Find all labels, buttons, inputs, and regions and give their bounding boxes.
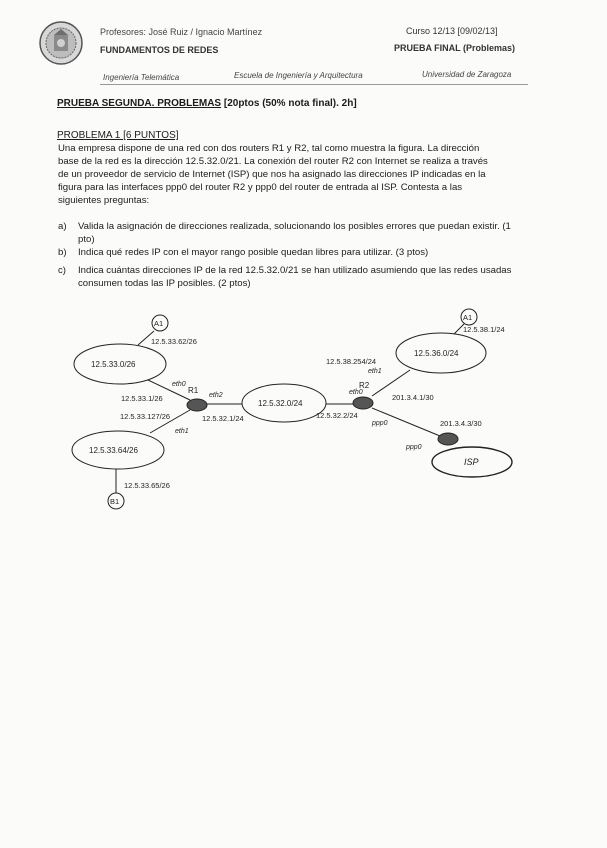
router-r1-icon xyxy=(187,399,207,411)
isp-ppp0-ip: 201.3.4.3/30 xyxy=(440,419,482,428)
question-c xyxy=(58,264,524,290)
host-b1-label: B1 xyxy=(110,497,120,506)
r2-eth0: eth0 xyxy=(349,389,363,396)
problem-statement xyxy=(58,142,524,207)
question-label: c) xyxy=(58,265,66,276)
question-label: b) xyxy=(58,247,67,258)
university-name: Universidad de Zaragoza xyxy=(422,70,512,79)
r1-eth0: eth0 xyxy=(172,381,186,388)
school-name: Escuela de Ingeniería y Arquitectura xyxy=(234,71,363,80)
r2-ppp0: ppp0 xyxy=(372,420,388,427)
statement-line: de un proveedor de servicio de Internet (ISP) que nos ha asignado las direcciones IP indicadas en la xyxy=(58,169,486,180)
question-label: a) xyxy=(58,221,67,232)
host-a1-ip: 12.5.33.62/26 xyxy=(151,337,197,346)
host-a1-label: A1 xyxy=(154,319,164,328)
r1-eth1-ip: 12.5.33.127/26 xyxy=(120,412,171,421)
problem-title: PROBLEMA 1 [6 PUNTOS] xyxy=(57,130,179,141)
r2-eth1-ip: 12.5.38.254/24 xyxy=(326,357,377,366)
net-right-label: 12.5.36.0/24 xyxy=(414,349,459,358)
r1-label: R1 xyxy=(188,386,199,395)
net-b-label: 12.5.33.64/26 xyxy=(89,446,138,455)
r1-eth0-ip: 12.5.33.1/26 xyxy=(121,394,163,403)
isp-label: ISP xyxy=(464,457,479,467)
network-diagram xyxy=(0,300,607,530)
r2-eth1: eth1 xyxy=(368,368,382,375)
question-a xyxy=(58,220,524,246)
r2-ppp0-ip: 201.3.4.1/30 xyxy=(392,393,434,402)
question-text: Indica cuántas direcciones IP de la red 12.5.32.0/21 se han utilizado asumiendo que las redes usadas consumen todas las IP posibles. (2 ptos) xyxy=(78,265,512,289)
r1-eth1: eth1 xyxy=(175,428,189,435)
degree-name: Ingeniería Telemática xyxy=(103,73,180,82)
section-weight: [20ptos (50% nota final). 2h] xyxy=(223,98,357,109)
statement-line: base de la red es la dirección 12.5.32.0/21. La conexión del router R2 con Internet se realiza a través xyxy=(58,156,488,167)
statement-line: Una empresa dispone de una red con dos routers R1 y R2, tal como muestra la figura. La dirección xyxy=(58,143,480,154)
course-year-date: Curso 12/13 [09/02/13] xyxy=(406,26,498,36)
section-title: PRUEBA SEGUNDA. PROBLEMAS xyxy=(57,98,222,109)
statement-line: siguientes preguntas: xyxy=(58,195,150,206)
header-rule xyxy=(100,84,528,85)
course-name: FUNDAMENTOS DE REDES xyxy=(100,45,219,55)
host-a2-label: A1 xyxy=(463,313,473,322)
router-r2-icon xyxy=(353,397,373,409)
r1-eth2: eth2 xyxy=(209,392,223,399)
section-title-row xyxy=(57,98,357,109)
r2-eth0-ip: 12.5.32.2/24 xyxy=(316,411,358,420)
question-b xyxy=(58,246,524,260)
university-seal-logo xyxy=(38,20,84,66)
net-a-label: 12.5.33.0/26 xyxy=(91,360,136,369)
isp-ppp0: ppp0 xyxy=(406,444,422,451)
question-text: Indica qué redes IP con el mayor rango posible quedan libres para utilizar. (3 ptos) xyxy=(78,247,429,258)
statement-line: figura para las interfaces ppp0 del router R2 y ppp0 del router de entrada al ISP. Contesta a las xyxy=(58,182,463,193)
question-text: Valida la asignación de direcciones realizada, solucionando los posibles errores que puedan existir. (1 pto) xyxy=(78,221,511,245)
host-b1-ip: 12.5.33.65/26 xyxy=(124,481,170,490)
r1-eth2-ip: 12.5.32.1/24 xyxy=(202,414,244,423)
exam-type: PRUEBA FINAL (Problemas) xyxy=(394,43,516,53)
professors-text: Profesores: José Ruiz / Ignacio Martínez xyxy=(100,27,263,37)
net-mid-label: 12.5.32.0/24 xyxy=(258,399,303,408)
host-a2-ip: 12.5.38.1/24 xyxy=(463,325,505,334)
r2-label: R2 xyxy=(359,381,370,390)
router-isp-icon xyxy=(438,433,458,445)
